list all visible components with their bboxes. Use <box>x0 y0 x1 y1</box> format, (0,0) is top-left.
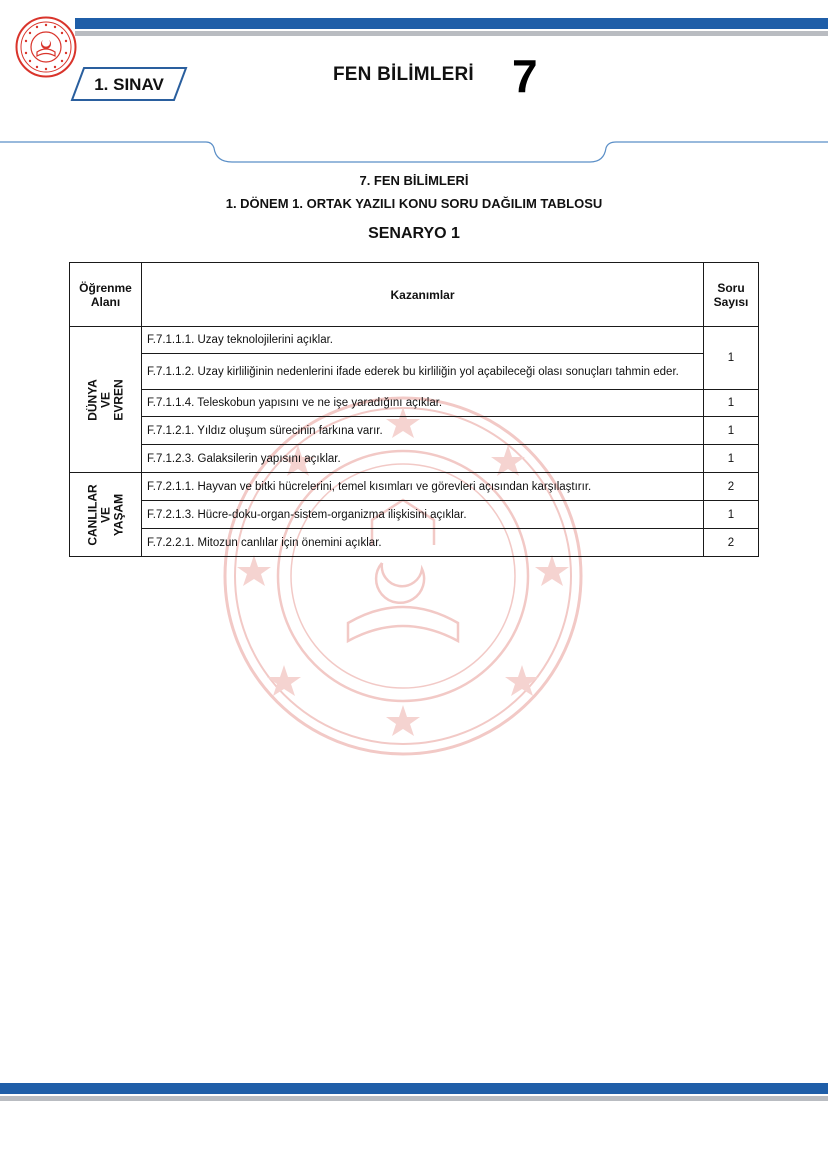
count-cell: 1 <box>704 445 759 473</box>
header-divider-curve <box>0 138 828 168</box>
ministry-seal-icon <box>15 16 77 78</box>
count-cell: 2 <box>704 529 759 557</box>
table-row <box>70 445 759 473</box>
table-row <box>70 417 759 445</box>
area-label-line: VE <box>98 506 112 523</box>
area-label-line: DÜNYA <box>85 378 99 421</box>
bottom-blue-stripe <box>0 1083 828 1094</box>
outcome-cell: F.7.1.1.2. Uzay kirliliğinin nedenlerini ifade ederek bu kirliliğin yol açabileceği olası sonuçları tahmin eder. <box>142 354 704 390</box>
table-header-row <box>70 263 759 327</box>
header-count: Soru Sayısı <box>704 263 759 327</box>
count-cell: 2 <box>704 473 759 501</box>
subject-title: FEN BİLİMLERİ <box>333 64 474 85</box>
area-label-line: CANLILAR <box>85 483 99 546</box>
header-area: Öğrenme Alanı <box>70 263 142 327</box>
outcome-cell: F.7.2.1.1. Hayvan ve bitki hücrelerini, temel kısımları ve görevleri açısından karşılaştırır. <box>142 473 704 501</box>
outcome-cell: F.7.2.2.1. Mitozun canlılar için önemini açıklar. <box>142 529 704 557</box>
header-outcomes: Kazanımlar <box>142 263 704 327</box>
area-living-things-life <box>70 473 142 557</box>
area-label-line: YAŞAM <box>111 493 125 536</box>
area-earth-universe <box>70 327 142 473</box>
outcome-cell: F.7.1.1.1. Uzay teknolojilerini açıklar. <box>142 327 704 354</box>
scenario-title: SENARYO 1 <box>368 225 460 242</box>
table-row <box>70 529 759 557</box>
top-grey-stripe <box>75 31 828 36</box>
table-row <box>70 473 759 501</box>
area-label-line: VE <box>98 391 112 408</box>
count-cell: 1 <box>704 390 759 417</box>
area-label-line: EVREN <box>111 378 125 421</box>
document-title-line-2: 1. DÖNEM 1. ORTAK YAZILI KONU SORU DAĞILIM TABLOSU <box>225 196 603 211</box>
outcome-cell: F.7.1.2.3. Galaksilerin yapısını açıklar. <box>142 445 704 473</box>
outcome-cell: F.7.1.1.4. Teleskobun yapısını ve ne işe yaradığını açıklar. <box>142 390 704 417</box>
count-cell: 1 <box>704 327 759 390</box>
topic-distribution-table <box>69 262 759 557</box>
count-cell: 1 <box>704 417 759 445</box>
top-blue-stripe <box>75 18 828 29</box>
table-row <box>70 501 759 529</box>
table-row <box>70 327 759 354</box>
count-cell: 1 <box>704 501 759 529</box>
outcome-cell: F.7.1.2.1. Yıldız oluşum sürecinin farkına varır. <box>142 417 704 445</box>
table-row <box>70 354 759 390</box>
table-row <box>70 390 759 417</box>
exam-label: 1. SINAV <box>94 75 164 94</box>
bottom-grey-stripe <box>0 1096 828 1101</box>
outcome-cell: F.7.2.1.3. Hücre-doku-organ-sistem-organizma ilişkisini açıklar. <box>142 501 704 529</box>
exam-badge <box>70 66 188 102</box>
document-title-line-1: 7. FEN BİLİMLERİ <box>359 173 469 188</box>
grade-number: 7 <box>512 50 538 102</box>
